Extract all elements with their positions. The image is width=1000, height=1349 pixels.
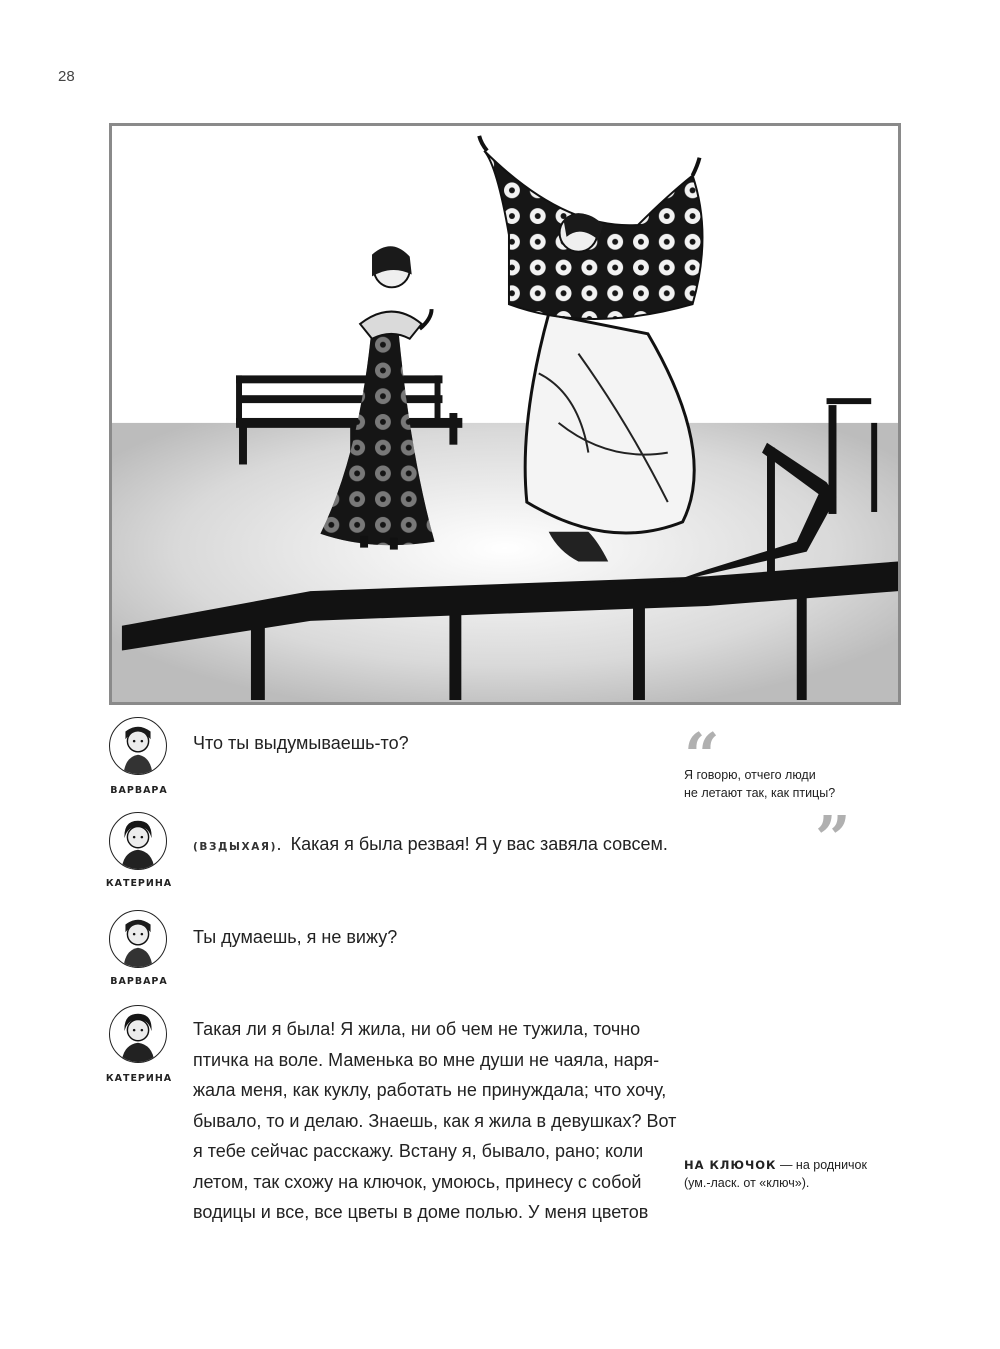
paragraph-line: птичка на воле. Маменька во мне души не чаяла, наря-	[193, 1049, 660, 1070]
avatar-katerina	[109, 812, 167, 870]
glossary-definition-line: (ум.-ласк. от «ключ»).	[684, 1176, 810, 1190]
paragraph-line: водицы и все, все цветы в доме полью. У меня цветов	[193, 1202, 649, 1222]
avatar-katerina	[109, 1005, 167, 1063]
speaker-name: КАТЕРИНА	[105, 878, 173, 889]
close-quote-mark: ”	[815, 802, 851, 875]
pull-quote	[684, 766, 864, 802]
speaker-name: ВАРВАРА	[110, 785, 168, 796]
open-quote-mark: “	[684, 719, 720, 792]
avatar-varvara	[109, 717, 167, 775]
dialogue-line: Что ты выдумываешь-то?	[193, 733, 409, 753]
paragraph-line: бывало, то и делаю. Знаешь, как я жила в девушках? Вот	[193, 1110, 677, 1131]
avatar-varvara	[109, 910, 167, 968]
dialogue-text: Какая я была резвая! Я у вас завяла совсем.	[290, 834, 668, 854]
paragraph-line: жала меня, как куклу, работать не принуждала; что хочу,	[193, 1080, 667, 1100]
glossary-note	[684, 1156, 884, 1192]
paragraph-line: Такая ли я была! Я жила, ни об чем не тужила, точно	[193, 1019, 641, 1039]
speaker-name: КАТЕРИНА	[105, 1073, 173, 1084]
glossary-term: НА КЛЮЧОК	[684, 1158, 777, 1172]
paragraph-line: я тебе сейчас расскажу. Встану я, бывало, рано; коли	[193, 1141, 644, 1161]
speaker-name: ВАРВАРА	[110, 976, 168, 987]
stage-direction: (ВЗДЫХАЯ).	[193, 841, 283, 853]
glossary-definition: — на родничок	[779, 1158, 867, 1172]
dialogue-line	[193, 834, 668, 855]
paragraph-line: летом, так схожу на ключок, умоюсь, принесу с собой	[193, 1171, 642, 1192]
dialogue-paragraph	[193, 1014, 677, 1228]
scene-illustration	[109, 123, 901, 705]
page-number: 28	[58, 68, 75, 85]
pull-quote-line: Я говорю, отчего люди	[684, 768, 816, 782]
pull-quote-line: не летают так, как птицы?	[684, 786, 836, 800]
dialogue-line: Ты думаешь, я не вижу?	[193, 927, 398, 947]
